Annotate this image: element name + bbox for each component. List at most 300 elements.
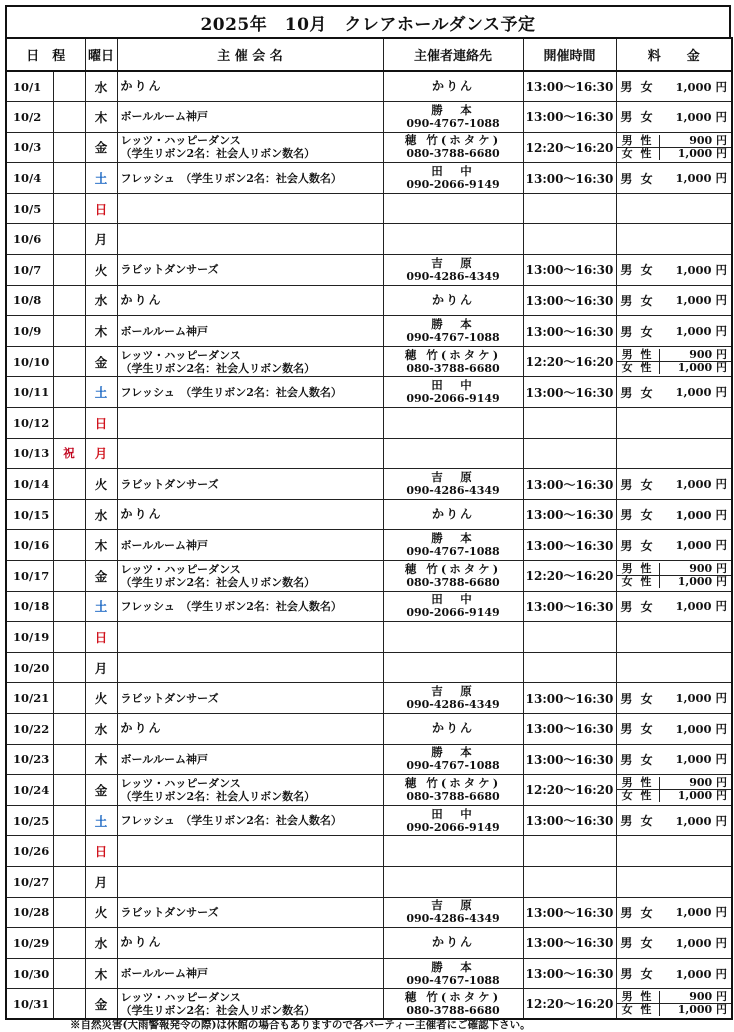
time-cell: 13:00～16:30 xyxy=(523,469,616,500)
holiday-mark xyxy=(53,132,85,163)
fee-price-female: 1,000 円 xyxy=(659,576,732,588)
table-header-row xyxy=(6,38,732,71)
fee-label-male: 男 性 xyxy=(621,348,654,362)
holiday-mark xyxy=(53,163,85,194)
contact-name: 吉 原 xyxy=(431,684,475,699)
fee-cell xyxy=(616,132,732,163)
fee-price-male: 900 円 xyxy=(659,991,732,1003)
organizer-cell xyxy=(117,897,383,928)
date-cell: 10/18 xyxy=(6,591,53,622)
time-cell: 13:00～16:30 xyxy=(523,102,616,133)
contact-name: 穂 竹(ホタケ) xyxy=(404,775,502,790)
contact-phone: 080-3788-6680 xyxy=(406,575,500,589)
date-cell: 10/15 xyxy=(6,499,53,530)
organizer-name: かりん xyxy=(120,79,163,94)
table-row xyxy=(6,713,732,744)
header-contact: 主催者連絡先 xyxy=(383,38,523,71)
holiday-mark xyxy=(53,285,85,316)
weekday-cell: 金 xyxy=(85,346,117,377)
date-cell: 10/25 xyxy=(6,805,53,836)
fee-price: 1,000 円 xyxy=(675,721,728,736)
fee-price: 1,000 円 xyxy=(675,507,728,522)
contact-name: かりん xyxy=(432,935,475,950)
contact-cell xyxy=(383,713,523,744)
contact-name: 勝 本 xyxy=(431,531,475,546)
table-row xyxy=(6,224,732,255)
table-row xyxy=(6,836,732,867)
holiday-mark xyxy=(53,71,85,102)
contact-name: かりん xyxy=(432,721,475,736)
organizer-name: レッツ・ハッピーダンス xyxy=(120,348,241,362)
table-row xyxy=(6,193,732,224)
contact-name: 田 中 xyxy=(431,378,475,393)
contact-cell xyxy=(383,805,523,836)
organizer-cell xyxy=(117,132,383,163)
fee-price: 1,000 円 xyxy=(675,691,728,706)
organizer-note: （学生リボン2名：社会人リボン数名） xyxy=(120,789,316,803)
header-date: 日 程 xyxy=(6,38,85,71)
contact-phone: 080-3788-6680 xyxy=(406,1003,500,1017)
fee-price-male: 900 円 xyxy=(659,135,732,147)
time-cell xyxy=(523,622,616,653)
contact-name: 勝 本 xyxy=(431,102,475,117)
contact-cell xyxy=(383,255,523,286)
organizer-name: ラビットダンサーズ xyxy=(120,263,219,277)
fee-label: 男 女 xyxy=(620,171,655,186)
date-cell: 10/29 xyxy=(6,928,53,959)
holiday-mark xyxy=(53,805,85,836)
organizer-note: （学生リボン2名：社会人リボン数名） xyxy=(120,575,316,589)
table-row xyxy=(6,285,732,316)
organizer-cell xyxy=(117,683,383,714)
contact-name: 田 中 xyxy=(431,592,475,607)
header-day: 曜日 xyxy=(85,38,117,71)
time-cell: 12:20～16:20 xyxy=(523,989,616,1020)
contact-cell xyxy=(383,438,523,469)
weekday-cell: 土 xyxy=(85,377,117,408)
fee-label: 男 女 xyxy=(620,936,655,951)
organizer-name: ラビットダンサーズ xyxy=(120,691,219,705)
organizer-name: フレッシュ （学生リボン2名：社会人数名） xyxy=(120,385,342,399)
date-cell: 10/14 xyxy=(6,469,53,500)
organizer-cell xyxy=(117,836,383,867)
date-cell: 10/21 xyxy=(6,683,53,714)
organizer-name: かりん xyxy=(120,935,163,950)
holiday-mark xyxy=(53,255,85,286)
organizer-name: ラビットダンサーズ xyxy=(120,905,219,919)
fee-price: 1,000 円 xyxy=(675,752,728,767)
weekday-cell: 金 xyxy=(85,561,117,592)
organizer-cell xyxy=(117,255,383,286)
time-cell: 12:20～16:20 xyxy=(523,775,616,806)
contact-cell xyxy=(383,928,523,959)
date-cell: 10/2 xyxy=(6,102,53,133)
date-cell: 10/22 xyxy=(6,713,53,744)
contact-phone: 090-4286-4349 xyxy=(406,484,500,498)
fee-label-female: 女 性 xyxy=(621,789,654,803)
time-cell: 13:00～16:30 xyxy=(523,744,616,775)
weekday-cell: 月 xyxy=(85,866,117,897)
contact-cell xyxy=(383,285,523,316)
organizer-cell xyxy=(117,438,383,469)
fee-price-male: 900 円 xyxy=(659,349,732,361)
date-cell: 10/30 xyxy=(6,958,53,989)
organizer-name: ラビットダンサーズ xyxy=(120,477,219,491)
weekday-cell: 土 xyxy=(85,591,117,622)
organizer-cell xyxy=(117,193,383,224)
fee-label: 男 女 xyxy=(620,752,655,767)
time-cell: 12:20～16:20 xyxy=(523,346,616,377)
holiday-mark xyxy=(53,989,85,1020)
fee-cell xyxy=(616,744,732,775)
contact-phone: 090-2066-9149 xyxy=(406,392,500,406)
time-cell xyxy=(523,224,616,255)
date-cell: 10/28 xyxy=(6,897,53,928)
fee-label-female: 女 性 xyxy=(621,1003,654,1017)
organizer-name: ボールルーム神戸 xyxy=(120,967,209,981)
fee-cell xyxy=(616,928,732,959)
weekday-cell: 火 xyxy=(85,255,117,286)
contact-name: 勝 本 xyxy=(431,959,475,974)
date-cell: 10/5 xyxy=(6,193,53,224)
fee-cell xyxy=(616,866,732,897)
contact-cell xyxy=(383,989,523,1020)
weekday-cell: 火 xyxy=(85,683,117,714)
header-organizer: 主 催 会 名 xyxy=(117,38,383,71)
table-row xyxy=(6,866,732,897)
contact-cell xyxy=(383,316,523,347)
holiday-mark xyxy=(53,958,85,989)
date-cell: 10/16 xyxy=(6,530,53,561)
fee-label-male: 男 性 xyxy=(621,776,654,790)
organizer-cell xyxy=(117,499,383,530)
fee-cell xyxy=(616,285,732,316)
contact-cell xyxy=(383,591,523,622)
weekday-cell: 日 xyxy=(85,836,117,867)
contact-name: 吉 原 xyxy=(431,898,475,913)
contact-name: かりん xyxy=(432,292,475,307)
contact-cell xyxy=(383,530,523,561)
weekday-cell: 金 xyxy=(85,775,117,806)
organizer-cell xyxy=(117,102,383,133)
contact-phone: 080-3788-6680 xyxy=(406,361,500,375)
time-cell: 13:00～16:30 xyxy=(523,499,616,530)
date-cell: 10/26 xyxy=(6,836,53,867)
date-cell: 10/23 xyxy=(6,744,53,775)
contact-name: 田 中 xyxy=(431,164,475,179)
table-row xyxy=(6,805,732,836)
organizer-cell xyxy=(117,775,383,806)
time-cell xyxy=(523,408,616,439)
organizer-cell xyxy=(117,744,383,775)
contact-name: かりん xyxy=(432,79,475,94)
table-row xyxy=(6,652,732,683)
fee-price: 1,000 円 xyxy=(675,966,728,981)
organizer-cell xyxy=(117,285,383,316)
fee-price-female: 1,000 円 xyxy=(659,1004,732,1016)
table-body xyxy=(6,71,732,1019)
contact-cell xyxy=(383,377,523,408)
date-cell: 10/24 xyxy=(6,775,53,806)
contact-cell xyxy=(383,346,523,377)
fee-cell xyxy=(616,836,732,867)
holiday-mark xyxy=(53,193,85,224)
weekday-cell: 日 xyxy=(85,408,117,439)
weekday-cell: 木 xyxy=(85,316,117,347)
schedule-sheet xyxy=(5,5,731,1020)
weekday-cell: 木 xyxy=(85,530,117,561)
contact-cell xyxy=(383,866,523,897)
date-cell: 10/20 xyxy=(6,652,53,683)
organizer-cell xyxy=(117,469,383,500)
holiday-mark xyxy=(53,530,85,561)
fee-label: 男 女 xyxy=(620,814,655,829)
weekday-cell: 月 xyxy=(85,652,117,683)
fee-price: 1,000 円 xyxy=(675,538,728,553)
date-cell: 10/17 xyxy=(6,561,53,592)
weekday-cell: 水 xyxy=(85,499,117,530)
contact-phone: 090-4286-4349 xyxy=(406,269,500,283)
organizer-cell xyxy=(117,408,383,439)
organizer-cell xyxy=(117,561,383,592)
holiday-mark xyxy=(53,928,85,959)
contact-name: 吉 原 xyxy=(431,470,475,485)
fee-cell xyxy=(616,989,732,1020)
fee-label: 男 女 xyxy=(620,477,655,492)
organizer-note: （学生リボン2名：社会人リボン数名） xyxy=(120,147,316,161)
fee-price: 1,000 円 xyxy=(675,599,728,614)
contact-name: 勝 本 xyxy=(431,745,475,760)
organizer-cell xyxy=(117,622,383,653)
fee-label-male: 男 性 xyxy=(621,133,654,147)
contact-phone: 090-4767-1088 xyxy=(406,116,500,130)
fee-cell xyxy=(616,71,732,102)
weekday-cell: 土 xyxy=(85,163,117,194)
fee-cell xyxy=(616,438,732,469)
header-time: 開催時間 xyxy=(523,38,616,71)
organizer-name: レッツ・ハッピーダンス xyxy=(120,990,241,1004)
time-cell: 13:00～16:30 xyxy=(523,805,616,836)
contact-phone: 090-4767-1088 xyxy=(406,759,500,773)
date-cell: 10/9 xyxy=(6,316,53,347)
fee-label-female: 女 性 xyxy=(621,146,654,160)
date-cell: 10/7 xyxy=(6,255,53,286)
fee-price: 1,000 円 xyxy=(675,813,728,828)
contact-cell xyxy=(383,958,523,989)
organizer-cell xyxy=(117,591,383,622)
holiday-mark xyxy=(53,469,85,500)
organizer-cell xyxy=(117,805,383,836)
table-row xyxy=(6,958,732,989)
footnote: ※自然災害(大雨警報発令の際)は休館の場合もありますので各パーティー主催者にご確認下さい。 xyxy=(70,1019,531,1031)
organizer-name: ボールルーム神戸 xyxy=(120,110,209,124)
contact-phone: 090-2066-9149 xyxy=(406,606,500,620)
fee-price: 1,000 円 xyxy=(675,109,728,124)
contact-cell xyxy=(383,775,523,806)
table-row xyxy=(6,469,732,500)
time-cell: 13:00～16:30 xyxy=(523,928,616,959)
fee-cell xyxy=(616,193,732,224)
table-row xyxy=(6,561,732,592)
organizer-cell xyxy=(117,530,383,561)
holiday-mark xyxy=(53,866,85,897)
weekday-cell: 金 xyxy=(85,989,117,1020)
time-cell: 13:00～16:30 xyxy=(523,71,616,102)
holiday-mark xyxy=(53,316,85,347)
fee-cell xyxy=(616,163,732,194)
fee-price: 1,000 円 xyxy=(675,79,728,94)
fee-label: 男 女 xyxy=(620,508,655,523)
holiday-mark xyxy=(53,744,85,775)
table-row xyxy=(6,683,732,714)
page-title: 2025年 10月 クレアホールダンス予定 xyxy=(5,5,731,37)
organizer-cell xyxy=(117,958,383,989)
weekday-cell: 土 xyxy=(85,805,117,836)
fee-cell xyxy=(616,775,732,806)
holiday-mark xyxy=(53,102,85,133)
organizer-cell xyxy=(117,377,383,408)
fee-price-female: 1,000 円 xyxy=(659,148,732,160)
holiday-mark xyxy=(53,346,85,377)
fee-price: 1,000 円 xyxy=(675,262,728,277)
contact-cell xyxy=(383,224,523,255)
organizer-cell xyxy=(117,224,383,255)
table-row xyxy=(6,255,732,286)
holiday-mark xyxy=(53,775,85,806)
fee-label-male: 男 性 xyxy=(621,562,654,576)
contact-cell xyxy=(383,469,523,500)
organizer-cell xyxy=(117,346,383,377)
time-cell: 12:20～16:20 xyxy=(523,561,616,592)
fee-label: 男 女 xyxy=(620,691,655,706)
weekday-cell: 木 xyxy=(85,102,117,133)
weekday-cell: 水 xyxy=(85,285,117,316)
date-cell: 10/12 xyxy=(6,408,53,439)
organizer-cell xyxy=(117,652,383,683)
contact-phone: 090-4767-1088 xyxy=(406,331,500,345)
fee-cell xyxy=(616,224,732,255)
time-cell: 13:00～16:30 xyxy=(523,713,616,744)
organizer-name: レッツ・ハッピーダンス xyxy=(120,562,241,576)
contact-phone: 080-3788-6680 xyxy=(406,147,500,161)
table-row xyxy=(6,775,732,806)
fee-label: 男 女 xyxy=(620,385,655,400)
organizer-cell xyxy=(117,989,383,1020)
organizer-name: かりん xyxy=(120,292,163,307)
date-cell: 10/1 xyxy=(6,71,53,102)
contact-cell xyxy=(383,652,523,683)
fee-cell xyxy=(616,469,732,500)
contact-cell xyxy=(383,836,523,867)
organizer-cell xyxy=(117,71,383,102)
table-row xyxy=(6,438,732,469)
schedule-table xyxy=(5,37,733,1020)
date-cell: 10/10 xyxy=(6,346,53,377)
time-cell: 13:00～16:30 xyxy=(523,591,616,622)
table-row xyxy=(6,499,732,530)
holiday-mark xyxy=(53,591,85,622)
table-row xyxy=(6,377,732,408)
fee-label-female: 女 性 xyxy=(621,361,654,375)
time-cell: 13:00～16:30 xyxy=(523,255,616,286)
table-row xyxy=(6,408,732,439)
organizer-name: かりん xyxy=(120,721,163,736)
time-cell: 13:00～16:30 xyxy=(523,316,616,347)
fee-cell xyxy=(616,591,732,622)
date-cell: 10/3 xyxy=(6,132,53,163)
fee-cell xyxy=(616,102,732,133)
fee-label: 男 女 xyxy=(620,293,655,308)
fee-cell xyxy=(616,499,732,530)
organizer-name: フレッシュ （学生リボン2名：社会人数名） xyxy=(120,171,342,185)
contact-cell xyxy=(383,499,523,530)
weekday-cell: 水 xyxy=(85,71,117,102)
contact-phone: 080-3788-6680 xyxy=(406,789,500,803)
table-row xyxy=(6,163,732,194)
fee-label-female: 女 性 xyxy=(621,575,654,589)
contact-cell xyxy=(383,622,523,653)
date-cell: 10/19 xyxy=(6,622,53,653)
fee-price: 1,000 円 xyxy=(675,477,728,492)
date-cell: 10/4 xyxy=(6,163,53,194)
fee-cell xyxy=(616,255,732,286)
contact-name: 穂 竹(ホタケ) xyxy=(404,347,502,362)
time-cell xyxy=(523,652,616,683)
contact-cell xyxy=(383,683,523,714)
time-cell: 13:00～16:30 xyxy=(523,683,616,714)
contact-cell xyxy=(383,163,523,194)
holiday-mark: 祝 xyxy=(53,438,85,469)
table-row xyxy=(6,71,732,102)
fee-label-male: 男 性 xyxy=(621,990,654,1004)
table-row xyxy=(6,591,732,622)
contact-phone: 090-4286-4349 xyxy=(406,698,500,712)
organizer-cell xyxy=(117,316,383,347)
organizer-cell xyxy=(117,713,383,744)
date-cell: 10/8 xyxy=(6,285,53,316)
contact-name: 勝 本 xyxy=(431,317,475,332)
contact-phone: 090-4767-1088 xyxy=(406,973,500,987)
contact-phone: 090-4286-4349 xyxy=(406,912,500,926)
fee-price: 1,000 円 xyxy=(675,935,728,950)
organizer-note: （学生リボン2名：社会人リボン数名） xyxy=(120,1003,316,1017)
weekday-cell: 日 xyxy=(85,622,117,653)
contact-name: 穂 竹(ホタケ) xyxy=(404,989,502,1004)
contact-cell xyxy=(383,102,523,133)
time-cell: 13:00～16:30 xyxy=(523,958,616,989)
fee-label: 男 女 xyxy=(620,967,655,982)
fee-label: 男 女 xyxy=(620,263,655,278)
fee-label: 男 女 xyxy=(620,905,655,920)
time-cell: 13:00～16:30 xyxy=(523,530,616,561)
fee-label: 男 女 xyxy=(620,538,655,553)
organizer-cell xyxy=(117,928,383,959)
date-cell: 10/13 xyxy=(6,438,53,469)
organizer-name: かりん xyxy=(120,507,163,522)
organizer-cell xyxy=(117,866,383,897)
contact-phone: 090-4767-1088 xyxy=(406,545,500,559)
organizer-name: レッツ・ハッピーダンス xyxy=(120,134,241,148)
table-row xyxy=(6,744,732,775)
fee-cell xyxy=(616,897,732,928)
holiday-mark xyxy=(53,224,85,255)
time-cell: 13:00～16:30 xyxy=(523,285,616,316)
date-cell: 10/11 xyxy=(6,377,53,408)
header-fee: 料 金 xyxy=(616,38,732,71)
weekday-cell: 水 xyxy=(85,713,117,744)
organizer-name: ボールルーム神戸 xyxy=(120,324,209,338)
date-cell: 10/31 xyxy=(6,989,53,1020)
